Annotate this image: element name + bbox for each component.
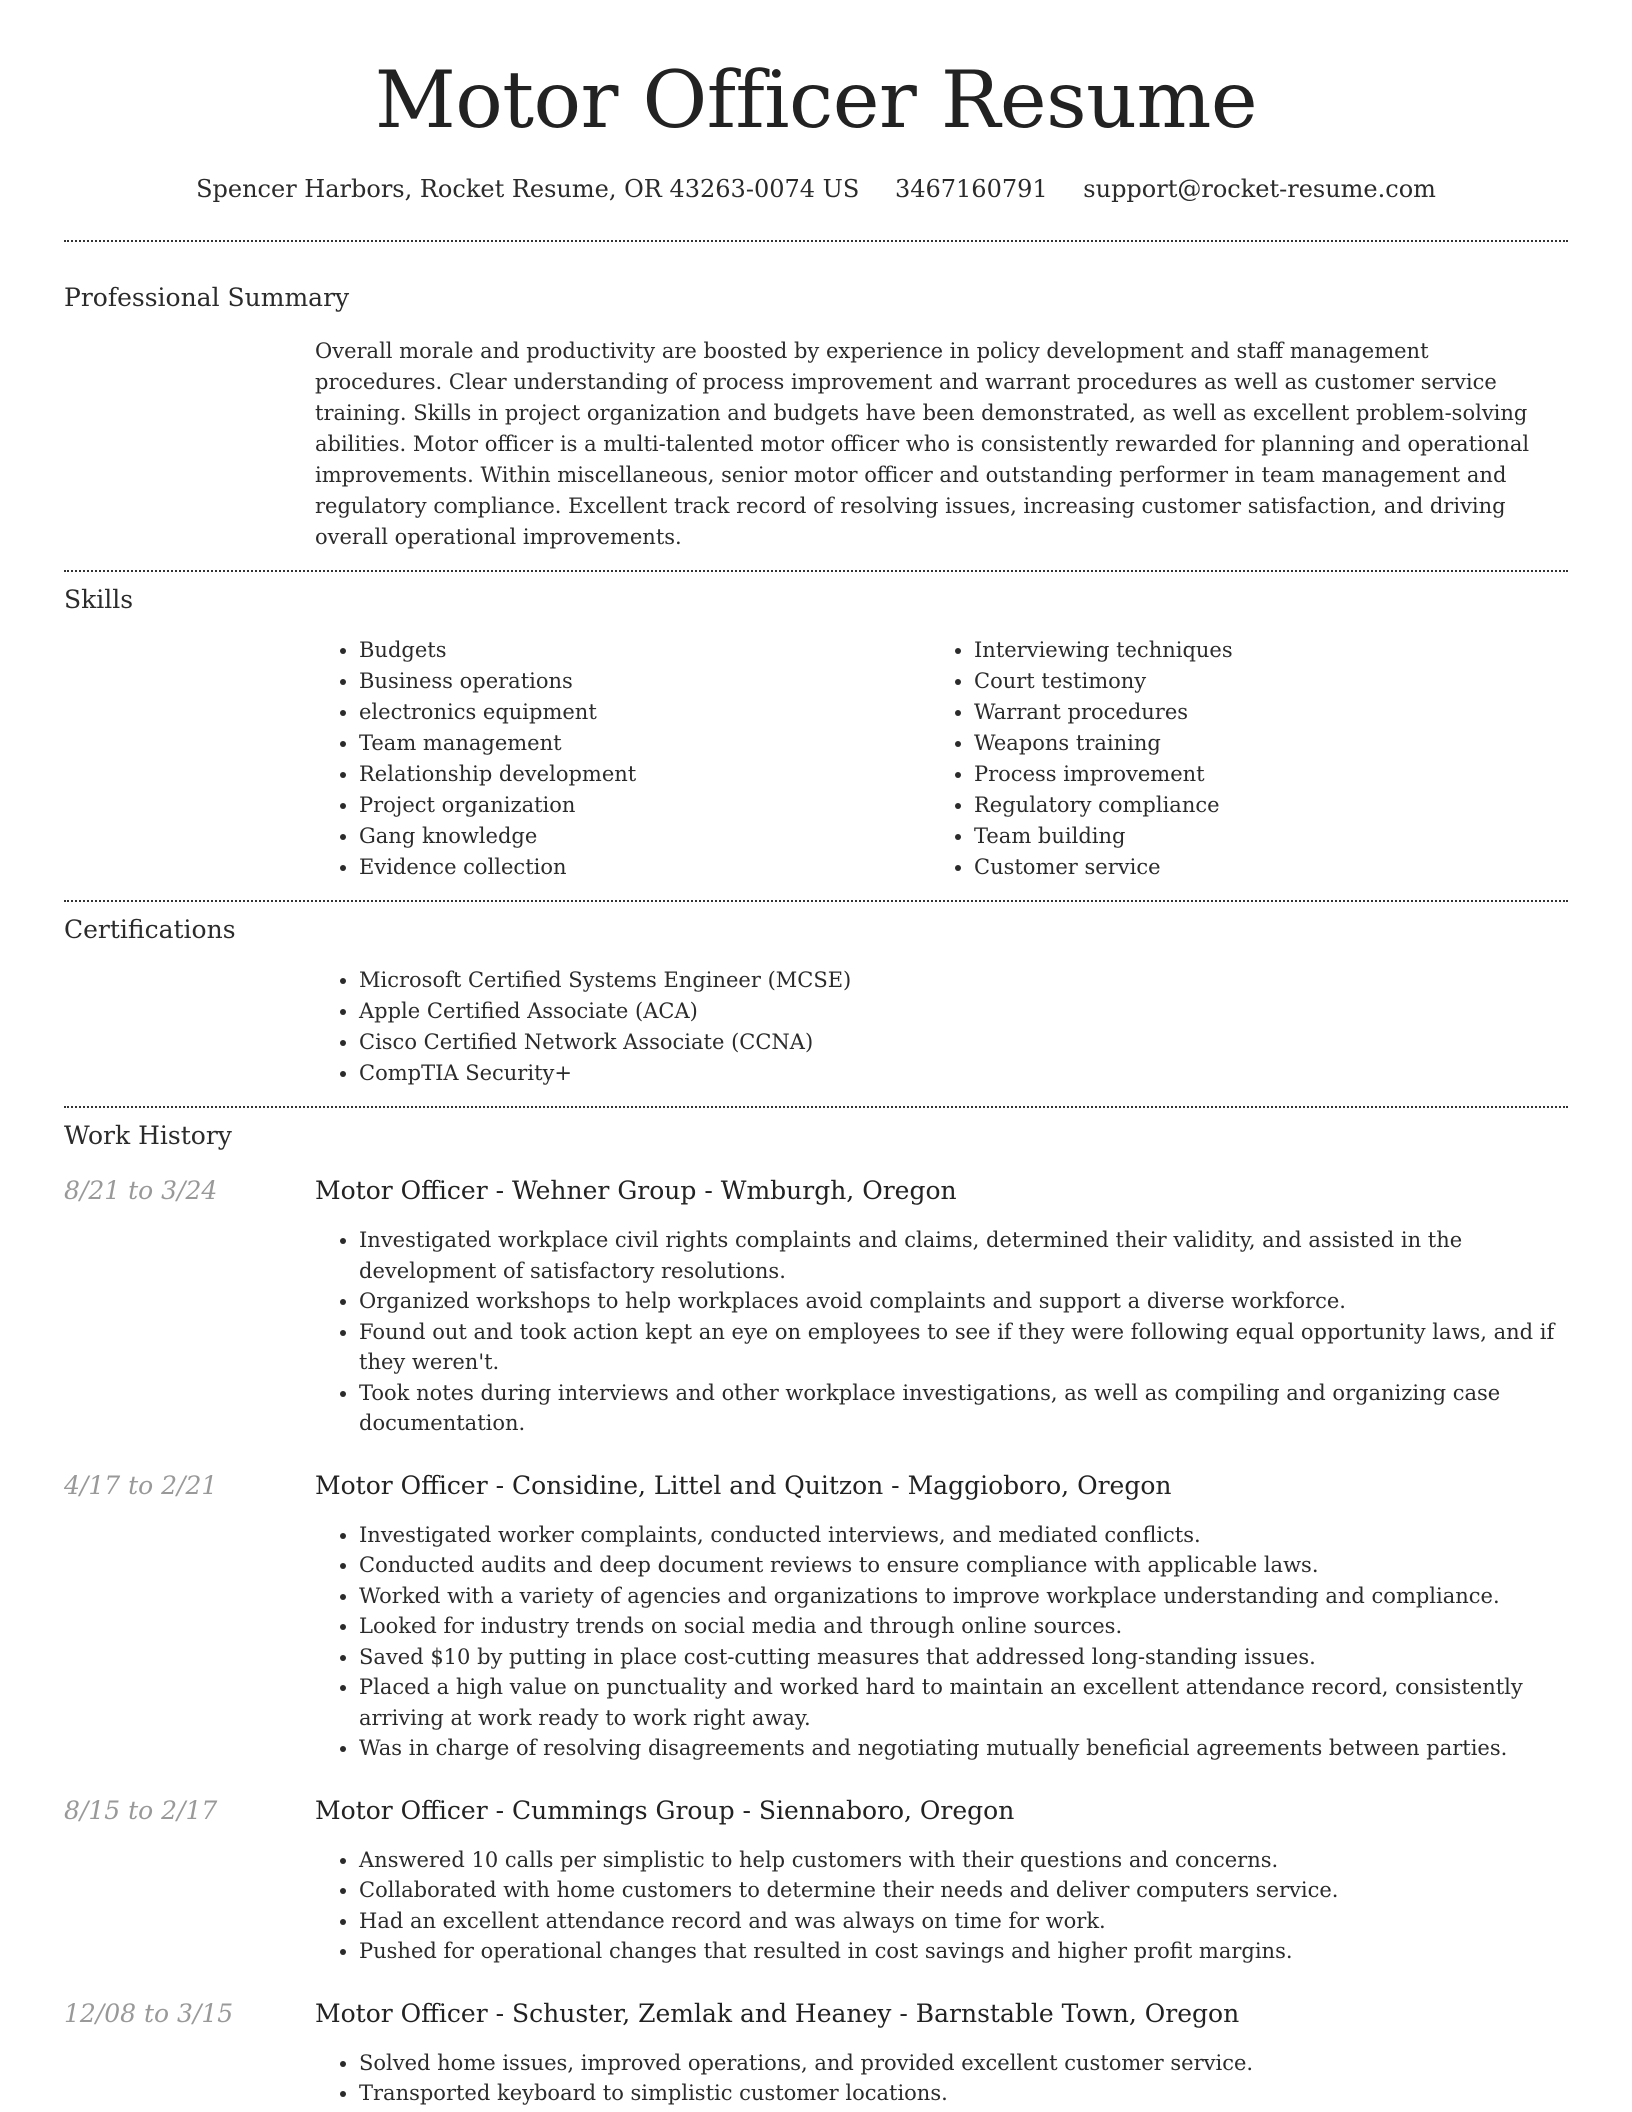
list-item: • Budgets	[359, 635, 930, 666]
list-item: • Gang knowledge	[359, 821, 930, 852]
job-entry	[64, 1996, 1568, 2109]
job-bullet: • Pushed for operational changes that resulted in cost savings and higher profit margins.	[359, 1936, 1556, 1967]
list-item: • Business operations	[359, 666, 930, 697]
list-item: • Court testimony	[974, 666, 1233, 697]
resume-page	[64, 0, 1568, 2109]
job-details	[315, 1793, 1568, 1967]
summary-text: Overall morale and productivity are boosted by experience in policy development and staff management procedures. Clear understanding of process improvement and warrant procedures as well as customer service training. Skills in project organization and budgets have been demonstrated, as well as excellent problem-solving abilities. Motor officer is a multi-talented motor officer who is consistently rewarded for planning and operational improvements. Within miscellaneous, senior motor officer and outstanding performer in team management and regulatory compliance. Excellent track record of resolving issues, increasing customer satisfaction, and driving overall operational improvements.	[315, 339, 1530, 549]
certifications-list	[315, 965, 1568, 1089]
list-item: • Microsoft Certified Systems Engineer (MCSE)	[359, 965, 1568, 996]
job-entry	[64, 1793, 1568, 1967]
job-bullet: • Transported keyboard to simplistic customer locations.	[359, 2078, 1556, 2109]
list-item: • Team management	[359, 728, 930, 759]
job-bullet: • Conducted audits and deep document reviews to ensure compliance with applicable laws.	[359, 1550, 1556, 1581]
job-dates: 4/17 to 2/21	[64, 1470, 218, 1500]
contact-line	[64, 172, 1568, 206]
list-item: • electronics equipment	[359, 697, 930, 728]
job-details	[315, 1996, 1568, 2109]
list-item: • Weapons training	[974, 728, 1233, 759]
job-bullet: • Collaborated with home customers to determine their needs and deliver computers service.	[359, 1875, 1556, 1906]
contact-phone: 3467160791	[894, 175, 1048, 203]
section-divider	[64, 1106, 1568, 1108]
job-bullets	[315, 1225, 1568, 1439]
job-bullet: • Organized workshops to help workplaces avoid complaints and support a diverse workforce.	[359, 1286, 1556, 1317]
job-details	[315, 1468, 1568, 1764]
list-item: • Warrant procedures	[974, 697, 1233, 728]
job-dates: 12/08 to 3/15	[64, 1998, 234, 2028]
list-item: • Relationship development	[359, 759, 930, 790]
job-title: Motor Officer - Wehner Group - Wmburgh, Oregon	[315, 1176, 957, 1205]
job-bullet: • Took notes during interviews and other workplace investigations, as well as compiling and organizing case documentation.	[359, 1378, 1556, 1439]
job-bullet: • Investigated worker complaints, conducted interviews, and mediated conflicts.	[359, 1520, 1556, 1551]
list-item: • Process improvement	[974, 759, 1233, 790]
list-item: • Interviewing techniques	[974, 635, 1233, 666]
skills-heading: Skills	[64, 585, 134, 614]
section-divider	[64, 240, 1568, 242]
job-bullet: • Found out and took action kept an eye on employees to see if they were following equal opportunity laws, and if they weren't.	[359, 1317, 1556, 1378]
job-entry	[64, 1468, 1568, 1764]
job-bullet: • Investigated workplace civil rights complaints and claims, determined their validity, and assisted in the development of satisfactory resolutions.	[359, 1225, 1556, 1286]
section-divider	[64, 570, 1568, 572]
job-title: Motor Officer - Considine, Littel and Quitzon - Maggioboro, Oregon	[315, 1470, 1172, 1500]
certifications-items	[315, 965, 1568, 1089]
section-divider	[64, 900, 1568, 902]
job-details	[315, 1173, 1568, 1439]
job-title: Motor Officer - Cummings Group - Siennaboro, Oregon	[315, 1795, 1015, 1825]
job-dates: 8/15 to 2/17	[64, 1795, 218, 1825]
contact-address: Spencer Harbors, Rocket Resume, OR 43263-0074 US	[196, 175, 860, 203]
resume-title: Motor Officer Resume	[374, 54, 1258, 146]
list-item: • Evidence collection	[359, 852, 930, 883]
job-bullet: • Had an excellent attendance record and was always on time for work.	[359, 1906, 1556, 1937]
contact-email: support@rocket-resume.com	[1083, 175, 1436, 203]
job-bullet: • Worked with a variety of agencies and organizations to improve workplace understanding and compliance.	[359, 1581, 1556, 1612]
job-bullets	[315, 2048, 1568, 2109]
skills-list	[315, 635, 1568, 883]
job-bullet: • Placed a high value on punctuality and worked hard to maintain an excellent attendance record, consistently arriving at work ready to work right away.	[359, 1672, 1556, 1733]
skills-column-right	[930, 635, 1233, 883]
list-item: • Cisco Certified Network Associate (CCNA)	[359, 1027, 1568, 1058]
summary-heading: Professional Summary	[64, 283, 350, 312]
job-entry	[64, 1173, 1568, 1439]
list-item: • Regulatory compliance	[974, 790, 1233, 821]
job-dates: 8/21 to 3/24	[64, 1176, 218, 1205]
list-item: • Customer service	[974, 852, 1233, 883]
job-bullets	[315, 1845, 1568, 1967]
list-item: • Project organization	[359, 790, 930, 821]
job-title: Motor Officer - Schuster, Zemlak and Heaney - Barnstable Town, Oregon	[315, 1998, 1240, 2028]
work-history-heading: Work History	[64, 1121, 232, 1150]
skills-column-left	[315, 635, 930, 883]
job-bullet: • Was in charge of resolving disagreements and negotiating mutually beneficial agreements between parties.	[359, 1733, 1556, 1764]
job-bullet: • Answered 10 calls per simplistic to help customers with their questions and concerns.	[359, 1845, 1556, 1876]
work-history-list	[64, 1173, 1568, 2109]
job-bullet: • Solved home issues, improved operations, and provided excellent customer service.	[359, 2048, 1556, 2079]
list-item: • Team building	[974, 821, 1233, 852]
job-bullet: • Looked for industry trends on social media and through online sources.	[359, 1611, 1556, 1642]
job-bullets	[315, 1520, 1568, 1764]
certifications-heading: Certifications	[64, 915, 236, 944]
job-bullet: • Saved $10 by putting in place cost-cutting measures that addressed long-standing issues.	[359, 1642, 1556, 1673]
list-item: • CompTIA Security+	[359, 1058, 1568, 1089]
list-item: • Apple Certified Associate (ACA)	[359, 996, 1568, 1027]
